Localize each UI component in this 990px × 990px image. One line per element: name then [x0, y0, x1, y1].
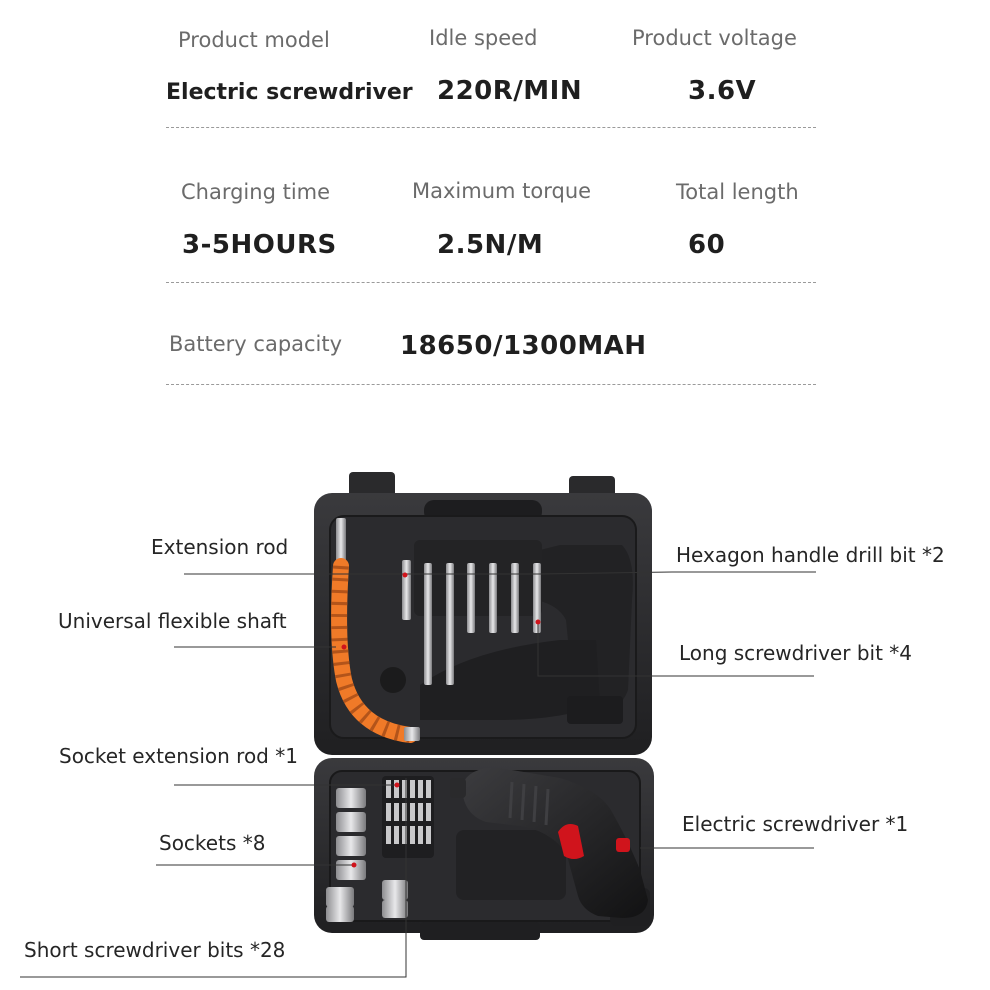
maximum-torque-value: 2.5N/M [437, 230, 544, 260]
idle-speed-label: Idle speed [429, 26, 538, 50]
product-voltage-value: 3.6V [688, 76, 757, 106]
callout-hexagon-handle-drill-bit: Hexagon handle drill bit *2 [676, 543, 945, 567]
total-length-label: Total length [676, 180, 799, 204]
battery-capacity-value: 18650/1300MAH [400, 331, 647, 361]
product-model-label: Product model [178, 28, 330, 52]
product-model-value: Electric screwdriver [166, 80, 413, 105]
callout-socket-extension-rod: Socket extension rod *1 [59, 744, 298, 768]
callout-long-screwdriver-bit: Long screwdriver bit *4 [679, 641, 912, 665]
callout-extension-rod: Extension rod [151, 535, 289, 559]
short-bits-tray [382, 776, 434, 858]
battery-capacity-label: Battery capacity [169, 332, 343, 356]
charging-time-value: 3-5HOURS [182, 230, 337, 260]
callout-short-screwdriver-bits: Short screwdriver bits *28 [24, 938, 286, 962]
callout-sockets: Sockets *8 [159, 831, 266, 855]
product-voltage-label: Product voltage [632, 26, 797, 50]
charging-time-label: Charging time [181, 180, 331, 204]
callout-electric-screwdriver: Electric screwdriver *1 [682, 812, 909, 836]
idle-speed-value: 220R/MIN [437, 76, 583, 106]
total-length-value: 60 [688, 230, 726, 260]
maximum-torque-label: Maximum torque [412, 179, 592, 203]
callout-universal-flexible-shaft: Universal flexible shaft [58, 609, 287, 633]
